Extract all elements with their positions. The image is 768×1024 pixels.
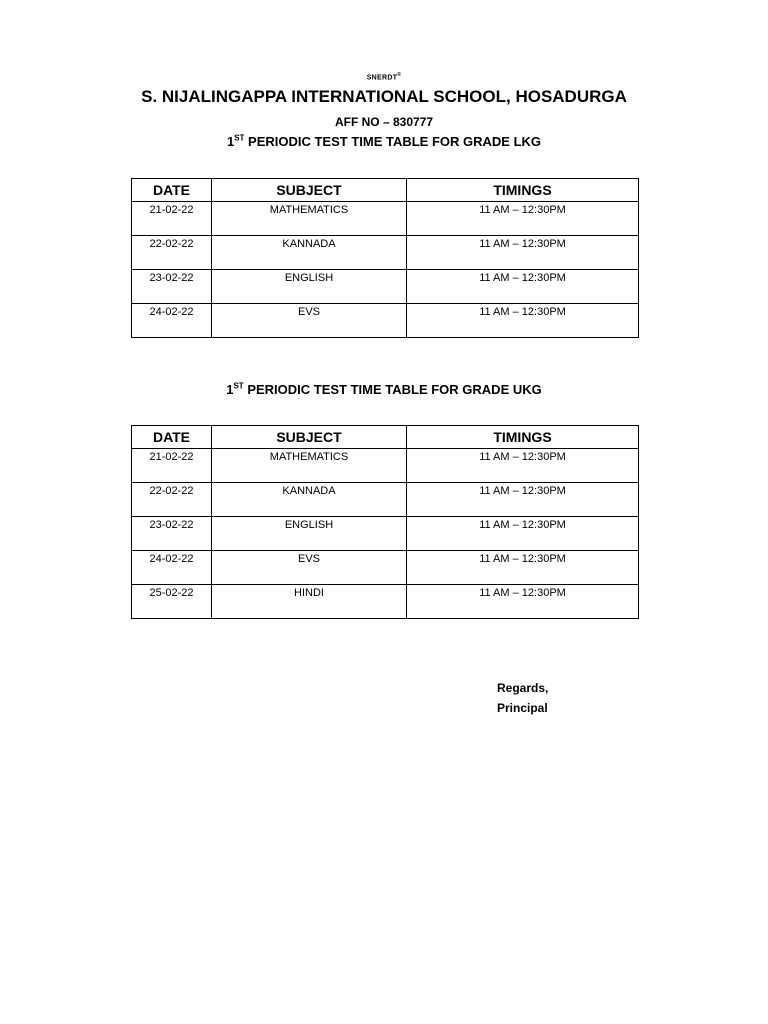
affiliation-number: AFF NO – 830777 (334, 115, 434, 129)
signatory-title: Principal (497, 701, 548, 715)
table-row (132, 483, 639, 517)
timing-cell: 11 AM – 12:30PM (407, 449, 639, 483)
date-cell: 23-02-22 (132, 517, 212, 551)
timing-cell: 11 AM – 12:30PM (407, 270, 639, 304)
timing-cell: 11 AM – 12:30PM (407, 236, 639, 270)
column-header-subject: SUBJECT (212, 179, 407, 202)
regards-text: Regards, (497, 681, 549, 695)
column-header-date: DATE (132, 426, 212, 449)
date-cell: 22-02-22 (132, 483, 212, 517)
timing-cell: 11 AM – 12:30PM (407, 517, 639, 551)
date-cell: 21-02-22 (132, 202, 212, 236)
table-row (132, 202, 639, 236)
timing-cell: 11 AM – 12:30PM (407, 304, 639, 338)
subject-cell: ENGLISH (212, 270, 407, 304)
table-row (132, 270, 639, 304)
registered-mark: ® (397, 72, 402, 78)
timing-cell: 11 AM – 12:30PM (407, 585, 639, 619)
table-header-row (132, 426, 639, 449)
date-cell: 23-02-22 (132, 270, 212, 304)
timing-cell: 11 AM – 12:30PM (407, 483, 639, 517)
ukg-timetable-title: 1ST PERIODIC TEST TIME TABLE FOR GRADE UKG (226, 381, 542, 397)
subject-cell: EVS (212, 304, 407, 338)
subject-cell: MATHEMATICS (212, 202, 407, 236)
column-header-date: DATE (132, 179, 212, 202)
table-row (132, 449, 639, 483)
timing-cell: 11 AM – 12:30PM (407, 202, 639, 236)
table-row (132, 551, 639, 585)
date-cell: 22-02-22 (132, 236, 212, 270)
column-header-timings: TIMINGS (407, 179, 639, 202)
school-name: S. NIJALINGAPPA INTERNATIONAL SCHOOL, HOSADURGA (141, 87, 627, 106)
column-header-timings: TIMINGS (407, 426, 639, 449)
subject-cell: HINDI (212, 585, 407, 619)
date-cell: 21-02-22 (132, 449, 212, 483)
subject-cell: MATHEMATICS (212, 449, 407, 483)
timing-cell: 11 AM – 12:30PM (407, 551, 639, 585)
column-header-subject: SUBJECT (212, 426, 407, 449)
date-cell: 24-02-22 (132, 304, 212, 338)
table-row (132, 304, 639, 338)
trust-name (0, 72, 768, 81)
ukg-timetable (131, 425, 639, 619)
table-header-row (132, 179, 639, 202)
closing-signature (497, 678, 548, 718)
lkg-timetable-title: 1ST PERIODIC TEST TIME TABLE FOR GRADE LKG (226, 133, 542, 149)
subject-cell: KANNADA (212, 236, 407, 270)
subject-cell: ENGLISH (212, 517, 407, 551)
trust-text: SNERDT (366, 74, 398, 82)
subject-cell: EVS (212, 551, 407, 585)
table-row (132, 585, 639, 619)
date-cell: 25-02-22 (132, 585, 212, 619)
lkg-timetable (131, 178, 639, 338)
table-row (132, 517, 639, 551)
date-cell: 24-02-22 (132, 551, 212, 585)
subject-cell: KANNADA (212, 483, 407, 517)
table-row (132, 236, 639, 270)
